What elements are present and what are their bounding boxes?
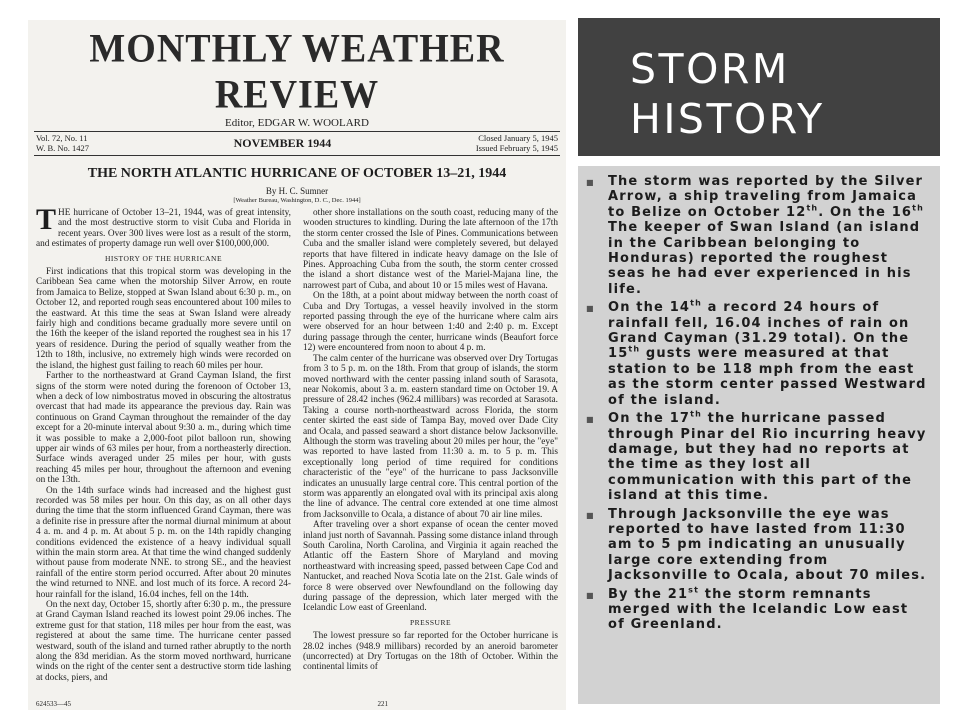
article-paragraph: THE hurricane of October 13–21, 1944, was of great intensity, and the most destructive storm to visit Cuba and Florida in recent years. Over 300 lives were lost as a result of the storm, and estimates of property damage run well over $100,000,000. xyxy=(36,208,291,250)
affiliation: [Weather Bureau, Washington, D. C., Dec. 1944] xyxy=(233,197,361,204)
bullet-item: ■ Through Jacksonville the eye was reported to have lasted from 11:30 am to 5 pm indicating an unusually large core extending from Jacksonville to Ocala, about 70 miles. xyxy=(586,506,927,584)
square-bullet-icon: ■ xyxy=(586,178,595,187)
divider xyxy=(34,155,560,156)
page-number: 221 xyxy=(377,700,388,708)
square-bullet-icon: ■ xyxy=(586,304,595,314)
article-paragraph: After traveling over a short expanse of ocean the center moved inland just north of Savannah. Passing some distance inland through South Carolina, North Carolina, and Virginia it again reached the Atlantic off the Eastern Shore of Maryland and moving northeastward with increasing speed, passed between Cape Cod and Nantucket, and reached Nova Scotia late on the 21st. Gale winds of force 8 were observed over Newfoundland on the following day during passage of the depression, which later merged with the Icelandic Low east of Greenland. xyxy=(303,520,558,614)
square-bullet-icon: ■ xyxy=(586,415,595,425)
bullet-list xyxy=(578,166,940,633)
drop-cap: T xyxy=(36,208,57,236)
article-right-column xyxy=(303,208,558,710)
section-heading: PRESSURE xyxy=(409,617,452,627)
article-left-column xyxy=(36,208,291,710)
masthead: MONTHLY WEATHER REVIEW xyxy=(89,26,505,118)
print-code: 624533—45 xyxy=(36,700,71,708)
article-paragraph: The calm center of the hurricane was observed over Dry Tortugas from 3 to 5 p. m. on the 18th. From that group of islands, the storm moved northward with the center passing inland south of Sarasota, near Nokomis, about 3 a. m. eastern standard time on October 19. A pressure of 28.42 inches (962.4 millibars) was recorded at Sarasota. Taking a course north-northeastward across Florida, the storm center skirted the east side of Tampa Bay, moved over Dade City and Ocala, and passed seaward a short distance below Jacksonville. Although the storm was traveling about 20 miles per hour, the "eye" was reported to have lasted from 11:30 a. m. to 5 p. m. This exceptionally long period of time required for conditions characteristic of the "eye" of the hurricane to pass Jacksonville indicates an unusually large central core. This central portion of the storm was apparently an elongated oval with its principal axis along the line of advance. The central core extended at one time almost from Jacksonville to Ocala, a distance of about 70 air line miles. xyxy=(303,353,558,520)
bullet-item: ■ On the 17th the hurricane passed through Pinar del Rio incurring heavy damage, but they had no reports at the time as they lost all communication with this part of the island at this time. xyxy=(586,409,927,504)
editor-line: Editor, EDGAR W. WOOLARD xyxy=(225,117,369,129)
square-bullet-icon: ■ xyxy=(586,590,595,600)
square-bullet-icon: ■ xyxy=(586,510,595,520)
article-title: THE NORTH ATLANTIC HURRICANE OF OCTOBER 13–21, 1944 xyxy=(87,166,507,181)
bullet-item: ■ The storm was reported by the Silver Arrow, a ship traveling from Jamaica to Belize on October 12th. On the 16th The keeper of Swan Island (an island in the Caribbean belonging to Honduras) reported the roughest seas he had ever experienced in his life. xyxy=(586,174,924,297)
title-box xyxy=(578,18,940,156)
article-paragraph: other shore installations on the south coast, reducing many of the wooden structures to kindling. During the late afternoon of the 17th the storm center crossed the Isle of Pines. Communications between Cuba and the smaller island were completely severed, but delayed reports that have filtered in indicate heavy damage on the Isle of Pines. Approaching Cuba from the south, the storm center crossed the island a short distance west of the Mariel-Majana line, the narrowest part of Cuba, and about 10 or 15 miles west of Havana. xyxy=(303,208,558,291)
bullet-panel xyxy=(578,166,940,704)
bullet-item: ■ On the 14th a record 24 hours of rainfall fell, 16.04 inches of rain on Grand Cayman (31.29 total). On the 15th gusts were measured at that station to be 118 mph from the east as the storm center passed Westward of the island. xyxy=(586,298,927,408)
wb-number: W. B. No. 1427 xyxy=(36,143,90,153)
article-paragraph: Farther to the northeastward at Grand Cayman Island, the first signs of the storm were noted during the forenoon of October 13, when a deck of low nimbostratus moved in obscuring the altostratus overcast that had made its appearance the previous day. Rain was continuous on Grand Cayman throughout the remainder of the day except for a 20-minute interval about 9:30 a. m., during which time it was possible to make a 2,000-foot pilot balloon run, showing upper air winds of 63 miles per hour, from a northeasterly direction. Surface winds averaged under 25 miles per hour, with gusts reaching 45 miles per hour, throughout the afternoon and evening on the 13th. xyxy=(36,371,291,486)
byline: By H. C. Sumner xyxy=(265,186,329,196)
slide-title: STORM HISTORY xyxy=(630,45,825,143)
article-columns xyxy=(28,204,566,710)
issue-date: NOVEMBER 1944 xyxy=(233,136,332,150)
issued-date: Issued February 5, 1945 xyxy=(475,143,558,153)
scanned-article-image xyxy=(28,20,566,710)
section-heading: HISTORY OF THE HURRICANE xyxy=(104,253,223,263)
issue-info xyxy=(28,132,566,154)
article-paragraph: The lowest pressure so far reported for the October hurricane is 28.02 inches (948.9 millibars) recorded by an aneroid barometer (uncorrected) at Dry Tortugas on the 18th of October. Within the continental limits of xyxy=(303,631,558,673)
article-paragraph: First indications that this tropical storm was developing in the Caribbean Sea came when the motorship Silver Arrow, en route from Jamaica to Belize, stopped at Swan Island about 6:30 p. m., on October 12, and reported rough seas encountered about 100 miles to the eastward. At this time the seas at Swan Island were already fairly high and conditions became gradually more severe until on the 16th the keeper of the island reported the roughest sea in his 17 years of residence. During the period of squally weather from the 12th to 18th, inclusive, no extremely high winds were recorded on the island, the highest gust failing to reach 60 miles per hour. xyxy=(36,267,291,371)
article-paragraph: On the next day, October 15, shortly after 6:30 p. m., the pressure at Grand Cayman Island reached its lowest point 29.06 inches. The extreme gust for that station, 118 miles per hour from the east, was registered at about the same time. The hurricane center passed westward, south of the island and turned rather abruptly to the north along the 83d meridian. As the storm moved northward, hurricane winds on the right of the center sent a destructive storm tide lashing at docks, piers, and xyxy=(36,600,291,683)
bullet-item: ■ By the 21st the storm remnants merged with the Icelandic Low east of Greenland. xyxy=(586,585,909,633)
article-paragraph: On the 14th surface winds had increased and the highest gust recorded was 58 miles per hour. On this day, as on all other days during the time that the storm influenced Grand Cayman, there was a definite rise in pressure after the normal diurnal minimum at about 4 a. m. and 4 p. m. At about 5 p. m. on the 14th rapidly changing conditions evidenced the existence of a heavy individual squall within the main storm area. At that time the wind changed suddenly without pause from moderate NNE. to strong SE., and the heaviest rainfall of the entire storm period occurred. After about 20 minutes the wind returned to NNE. and lost much of its force. A record 24-hour rainfall for the island, 16.04 inches, fell on the 14th. xyxy=(36,485,291,600)
closed-date: Closed January 5, 1945 xyxy=(478,133,558,143)
article-paragraph: On the 18th, at a point about midway between the north coast of Cuba and Dry Tortugas, a vessel heavily involved in the storm reported passing through the eye of the hurricane where calm airs were observed for an hour between 1:40 and 2:40 p. m. Except during passage through the center, hurricane winds (Beaufort force 12) were encountered from noon to about 4 p. m. xyxy=(303,291,558,354)
page-footer xyxy=(36,700,558,708)
volume: Vol. 72, No. 11 xyxy=(36,133,88,143)
